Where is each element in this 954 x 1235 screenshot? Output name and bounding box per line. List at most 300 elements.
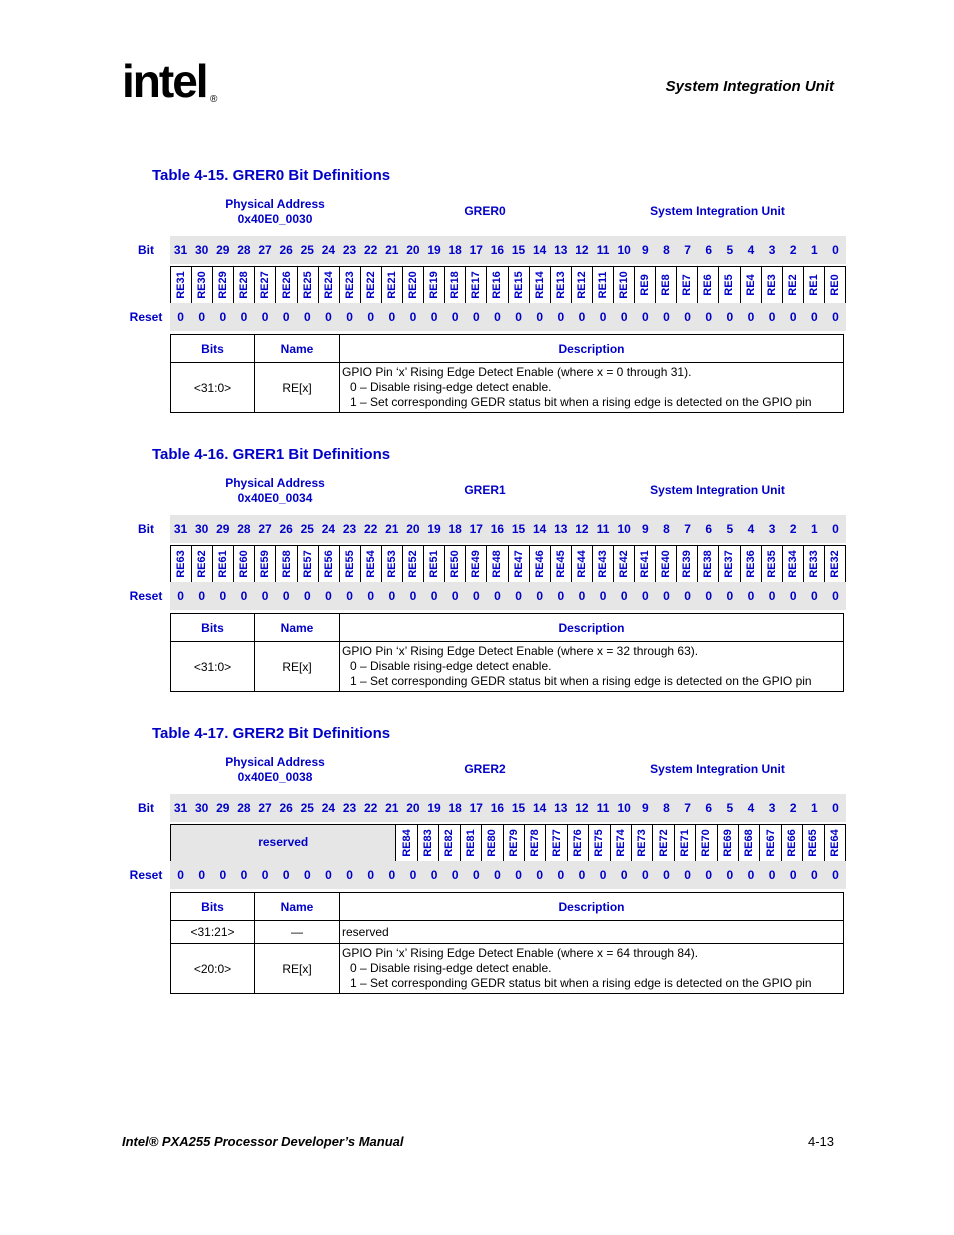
bit-field [802,825,823,861]
reset-value: 0 [789,310,797,324]
bit-field [191,267,212,303]
bit-number: 19 [427,243,441,257]
bit-field-label: RE77 [550,829,563,857]
bit-field-label: RE80 [486,829,499,857]
bit-number: 2 [789,801,797,815]
bit-field [550,546,571,582]
col-header-bits: Bits [171,893,255,921]
register-name: GRER1 [464,483,506,497]
bit-field [297,267,318,303]
bit-field [402,267,423,303]
bit-field [571,267,592,303]
bit-row-label: Bit [138,801,154,815]
reset-value: 0 [768,310,776,324]
reset-value: 0 [472,310,480,324]
reset-value: 0 [261,310,269,324]
bit-field [824,546,845,582]
bit-field-label: RE43 [596,550,609,578]
bit-field [318,546,339,582]
bit-field [652,825,673,861]
physical-address [215,197,335,227]
bit-number: 14 [533,243,547,257]
register-name: GRER0 [464,204,506,218]
reset-value: 0 [641,589,649,603]
reset-value: 0 [536,589,544,603]
bit-field-label: RE74 [614,829,627,857]
bit-field [655,267,676,303]
bit-number: 5 [726,522,734,536]
bit-field [718,267,739,303]
bit-number: 23 [342,801,357,815]
physical-address-value: 0x40E0_0030 [237,212,313,226]
bit-field-label: RE46 [533,550,546,578]
bit-field-label: RE82 [443,829,456,857]
bit-field [631,825,652,861]
bit-field-label: RE24 [322,271,335,299]
bit-number: 4 [747,243,755,257]
cell-bits: <31:21> [171,921,255,944]
col-header-description: Description [340,335,844,363]
bit-number: 14 [533,522,547,536]
reset-value: 0 [325,868,332,882]
table-title: Table 4-17. GRER2 Bit Definitions [152,725,391,742]
field-row [170,545,846,583]
bit-number: 15 [511,522,526,536]
bit-number: 25 [300,522,314,536]
reset-value: 0 [367,589,375,603]
bit-number-row [170,236,846,264]
bit-field [740,267,761,303]
bit-number: 7 [684,522,691,536]
bit-field [318,267,339,303]
unit-name: System Integration Unit [650,204,785,218]
bit-field [381,267,402,303]
bit-field [503,825,524,861]
bit-field [610,825,631,861]
bit-number: 25 [300,801,314,815]
cell-bits: <31:0> [171,642,255,692]
bit-number: 12 [575,243,589,257]
description-table [170,334,844,413]
bit-field-label: RE59 [259,550,272,578]
physical-address-value: 0x40E0_0038 [237,770,313,784]
bit-number: 7 [684,801,691,815]
col-header-bits: Bits [171,335,255,363]
reset-value: 0 [663,589,670,603]
bit-field-label: RE68 [743,829,756,857]
bit-field [171,267,191,303]
bit-number: 3 [768,522,776,536]
bit-field [508,267,529,303]
bit-number: 10 [617,801,631,815]
bit-field [824,825,845,861]
bit-field [803,546,824,582]
reserved-field [171,825,395,861]
bit-field-label: RE65 [807,829,820,857]
bit-number: 17 [469,522,483,536]
bit-number: 13 [554,243,568,257]
register-name: GRER2 [464,762,506,776]
reset-value: 0 [810,589,818,603]
bit-field [718,546,739,582]
reset-value: 0 [578,310,586,324]
bit-number: 15 [511,801,526,815]
reset-value: 0 [409,310,417,324]
physical-address-value: 0x40E0_0034 [237,491,313,505]
bit-number: 19 [427,801,441,815]
bit-field [782,267,803,303]
reset-value: 0 [515,589,522,603]
footer-manual-title: Intel® PXA255 Processor Developer’s Manual [122,1134,404,1149]
bit-field-label: RE50 [449,550,462,578]
table-title: Table 4-15. GRER0 Bit Definitions [152,167,391,184]
reset-value: 0 [240,310,248,324]
bit-field-label: RE70 [700,829,713,857]
bit-field-label: RE25 [301,271,314,299]
enable-0-text: 0 – Disable rising-edge detect enable. [350,961,552,975]
bit-field [740,546,761,582]
reset-value: 0 [747,868,755,882]
bit-number: 18 [448,522,462,536]
bit-field [676,546,697,582]
bit-field-label: RE39 [681,550,694,578]
bit-number: 8 [663,801,670,815]
cell-description [340,363,844,413]
cell-name: RE[x] [255,944,340,994]
reset-value: 0 [451,868,459,882]
bit-number: 10 [617,243,631,257]
bit-field [339,267,360,303]
bit-field [444,546,465,582]
bit-number: 6 [705,522,713,536]
bit-field-label: RE14 [533,271,546,299]
bit-number: 17 [469,801,483,815]
cell-name: RE[x] [255,642,340,692]
reset-value: 0 [789,868,797,882]
bit-field-label: RE33 [807,550,820,578]
bit-row-label: Bit [138,243,154,257]
bit-field-label: RE76 [571,829,584,857]
description-text: GPIO Pin ‘x’ Rising Edge Detect Enable (where x = 64 through 84). [342,946,699,960]
bit-number: 11 [596,243,610,257]
bit-field [613,267,634,303]
reset-value: 0 [198,310,206,324]
bit-field [738,825,759,861]
reset-value: 0 [599,589,607,603]
bit-field [360,267,381,303]
reset-value: 0 [346,868,353,882]
table-row [171,944,844,994]
bit-field-label: RE57 [301,550,314,578]
bit-number-row [170,515,846,543]
bit-field-label: RE27 [259,271,272,299]
bit-field-label: RE55 [343,550,356,578]
bit-field [444,267,465,303]
bit-number: 20 [406,801,420,815]
bit-field-label: RE30 [196,271,209,299]
reset-value: 0 [219,589,227,603]
bit-field-label: RE63 [175,550,188,578]
reserved-label: reserved [258,835,309,849]
bit-field-label: RE17 [470,271,483,299]
bit-field-label: RE64 [828,829,841,857]
bit-field-label: RE34 [786,550,799,578]
unit-name: System Integration Unit [650,483,785,497]
bit-field [417,825,438,861]
reset-value: 0 [325,310,332,324]
bit-number: 25 [300,243,314,257]
bit-field [592,267,613,303]
intel-logo [122,55,232,120]
bit-number: 12 [575,801,589,815]
field-row [170,824,846,862]
bit-number: 9 [641,801,649,815]
bit-number: 26 [279,801,293,815]
bit-field-label: RE42 [618,550,631,578]
bit-field-label: RE19 [428,271,441,299]
bit-field-label: RE16 [491,271,504,299]
bit-field [423,267,444,303]
reset-value: 0 [747,310,755,324]
bit-field-label: RE20 [407,271,420,299]
reset-value: 0 [705,868,713,882]
bit-field-label: RE54 [364,550,377,578]
bit-field [460,825,481,861]
reset-value: 0 [388,310,396,324]
reset-row-label: Reset [129,868,163,882]
bit-field-label: RE2 [786,274,799,296]
bit-field [592,546,613,582]
bit-field-label: RE47 [512,550,525,578]
reset-value: 0 [198,589,206,603]
table-row [171,642,844,692]
bit-number: 27 [258,522,272,536]
bit-number: 2 [789,243,797,257]
description-table [170,613,844,692]
reset-value: 0 [536,310,544,324]
reset-value: 0 [494,589,501,603]
bit-field-label: RE5 [723,274,736,296]
bit-field [254,546,275,582]
footer-page-number: 4-13 [807,1134,834,1149]
bit-field [212,267,233,303]
bit-number: 29 [216,243,230,257]
reset-value: 0 [620,589,628,603]
reset-value: 0 [663,310,670,324]
bit-number: 3 [768,243,776,257]
reset-value: 0 [620,310,628,324]
bit-field [297,546,318,582]
reset-value: 0 [726,589,734,603]
reset-value: 0 [472,589,480,603]
bit-field-label: RE38 [702,550,715,578]
registered-mark: ® [210,94,218,105]
reset-value: 0 [472,868,480,882]
reset-value: 0 [219,310,227,324]
bit-number: 21 [385,801,399,815]
bit-field [481,825,502,861]
bit-field-label: RE51 [428,550,441,578]
reset-value: 0 [705,310,713,324]
bit-field-label: RE73 [636,829,649,857]
table-row [171,363,844,413]
reset-value: 0 [832,310,839,324]
bit-number: 17 [469,243,483,257]
reset-value: 0 [430,868,438,882]
bit-number: 23 [342,243,357,257]
bit-field [529,267,550,303]
physical-address-label: Physical Address [225,755,325,769]
bit-number: 15 [511,243,526,257]
bit-number: 20 [406,243,420,257]
reset-value: 0 [346,589,353,603]
reset-value: 0 [536,868,544,882]
reset-value: 0 [494,868,501,882]
bit-number: 5 [726,243,734,257]
reset-value: 0 [240,868,248,882]
reset-value: 0 [599,310,607,324]
reset-value-row [170,303,846,331]
bit-field-label: RE78 [529,829,542,857]
bit-number: 22 [364,801,378,815]
reset-value: 0 [684,868,691,882]
reset-value: 0 [578,868,586,882]
bit-field-label: RE79 [507,829,520,857]
bit-field [395,825,416,861]
bit-number: 4 [747,522,755,536]
bit-number: 23 [342,522,357,536]
reset-value: 0 [282,589,290,603]
cell-name: — [255,921,340,944]
bit-number: 26 [279,243,293,257]
bit-field [486,546,507,582]
bit-number-row [170,794,846,822]
reset-value: 0 [684,589,691,603]
bit-field-label: RE67 [764,829,777,857]
physical-address-label: Physical Address [225,197,325,211]
bit-field-label: RE3 [765,274,778,296]
bit-field-label: RE41 [639,550,652,578]
bit-number: 31 [173,801,188,815]
bit-number: 18 [448,243,462,257]
cell-description [340,944,844,994]
bit-field-label: RE23 [343,271,356,299]
bit-number: 6 [705,243,713,257]
bit-field-label: RE69 [721,829,734,857]
bit-field-label: RE84 [400,829,413,857]
bit-number: 13 [554,801,568,815]
bit-field-label: RE48 [491,550,504,578]
reset-value: 0 [726,868,734,882]
bit-number: 18 [448,801,462,815]
reset-value: 0 [219,868,227,882]
bit-field-label: RE37 [723,550,736,578]
bit-field [171,546,191,582]
bit-field-label: RE53 [385,550,398,578]
bit-field [761,546,782,582]
reset-value: 0 [620,868,628,882]
bit-field-label: RE8 [660,274,673,296]
bit-number: 8 [663,522,670,536]
bit-field [275,267,296,303]
enable-0-text: 0 – Disable rising-edge detect enable. [350,380,552,394]
reset-value: 0 [726,310,734,324]
bit-field-label: RE26 [280,271,293,299]
bit-field-label: RE6 [702,274,715,296]
bit-field-label: RE1 [807,274,820,296]
bit-field-label: RE56 [322,550,335,578]
bit-field-label: RE58 [280,550,293,578]
bit-field [634,546,655,582]
bit-number: 28 [237,801,251,815]
bit-number: 20 [406,522,420,536]
bit-field-label: RE0 [828,274,841,296]
cell-description [340,642,844,692]
field-row [170,266,846,304]
bit-field [438,825,459,861]
reset-value: 0 [705,589,713,603]
bit-field [402,546,423,582]
reset-value: 0 [494,310,501,324]
reset-row-label: Reset [129,589,163,603]
bit-field [529,546,550,582]
reset-value: 0 [810,310,818,324]
bit-field [212,546,233,582]
cell-name: RE[x] [255,363,340,413]
bit-number: 27 [258,243,272,257]
col-header-bits: Bits [171,614,255,642]
bit-field-label: RE75 [593,829,606,857]
reset-value: 0 [409,868,417,882]
bit-field-label: RE13 [554,271,567,299]
unit-name: System Integration Unit [650,762,785,776]
reset-value: 0 [451,589,459,603]
reset-value: 0 [261,589,269,603]
reset-value: 0 [832,589,839,603]
reset-value: 0 [325,589,332,603]
reset-value: 0 [282,310,290,324]
bit-field [761,267,782,303]
bit-number: 24 [321,522,336,536]
bit-field-label: RE11 [596,271,609,299]
bit-field [697,546,718,582]
bit-field [695,825,716,861]
bit-field-label: RE31 [175,271,188,299]
bit-number: 31 [173,243,188,257]
bit-field-label: RE36 [744,550,757,578]
bit-field-label: RE45 [554,550,567,578]
bit-field-label: RE22 [364,271,377,299]
bit-field-label: RE49 [470,550,483,578]
enable-1-text: 1 – Set corresponding GEDR status bit when a rising edge is detected on the GPIO pin [350,674,812,688]
bit-number: 7 [684,243,691,257]
bit-field-label: RE15 [512,271,525,299]
bit-number: 0 [832,243,839,257]
bit-field [588,825,609,861]
bit-field [423,546,444,582]
reset-value: 0 [388,589,396,603]
reset-value: 0 [430,310,438,324]
cell-description: reserved [340,921,844,944]
reset-value: 0 [388,868,396,882]
enable-0-text: 0 – Disable rising-edge detect enable. [350,659,552,673]
bit-number: 1 [810,243,818,257]
reset-value: 0 [641,868,649,882]
bit-field [697,267,718,303]
bit-field-label: RE29 [217,271,230,299]
bit-number: 16 [490,522,505,536]
description-text: GPIO Pin ‘x’ Rising Edge Detect Enable (where x = 0 through 31). [342,365,692,379]
